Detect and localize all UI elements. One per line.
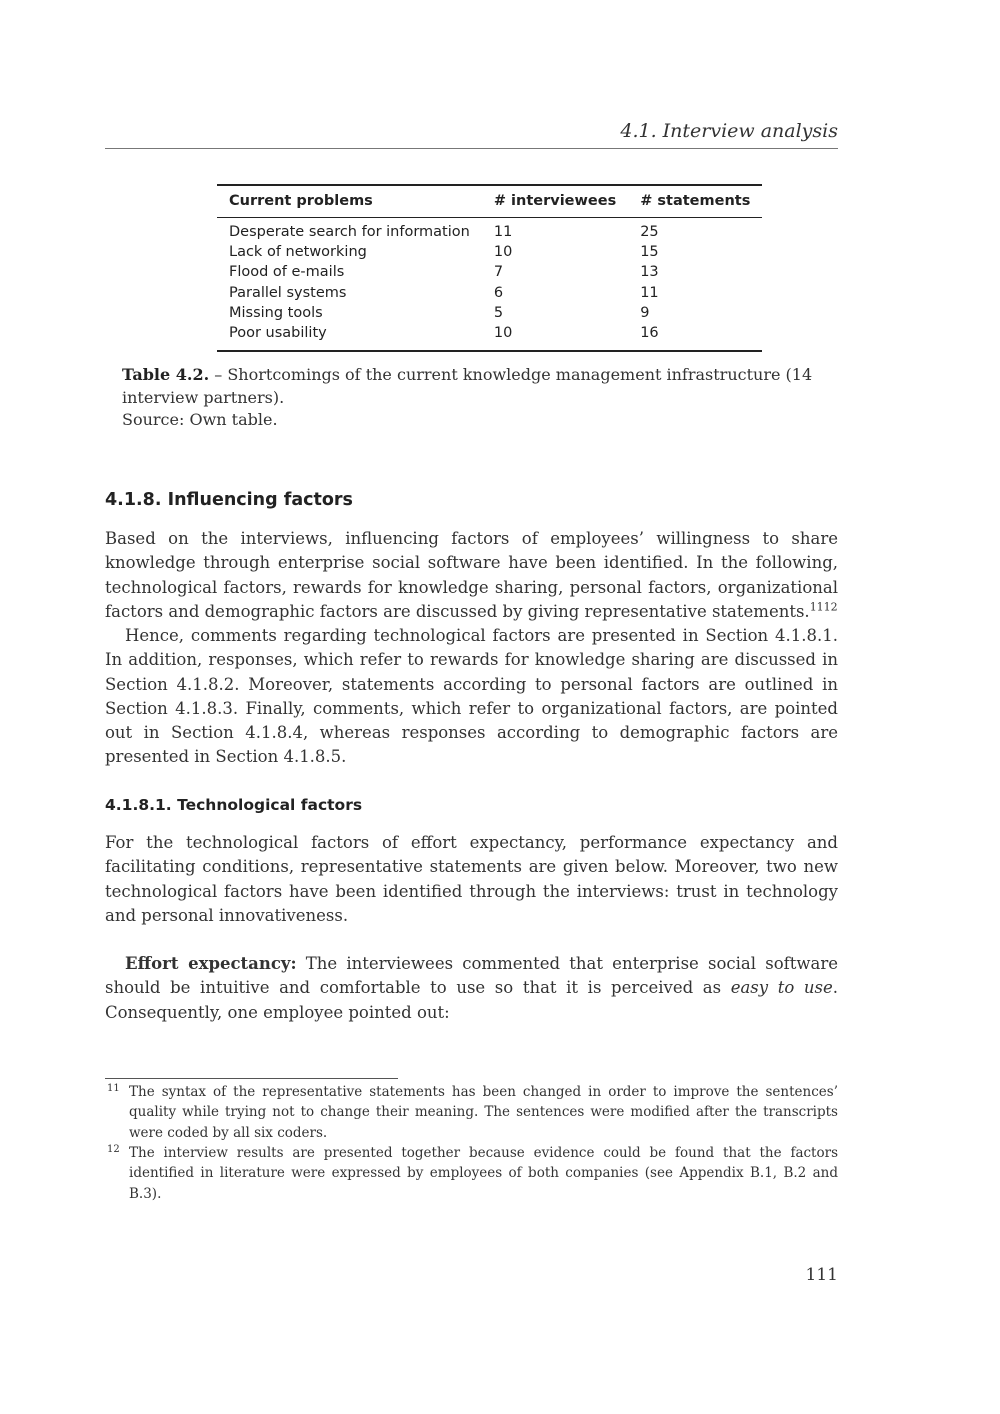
table-row — [217, 303, 762, 323]
table-row — [217, 283, 762, 303]
table-cell: 11 — [493, 224, 513, 240]
table-cell: 7 — [493, 264, 504, 281]
table-cell: Lack of networking — [229, 244, 367, 261]
footnote-text: The interview results are presented together because evidence could be found that the factors identified in literature were expressed by employees of both companies (see Appendix B.1, B.2 and B.3). — [129, 1145, 838, 1202]
footnote-mark: 12 — [107, 1144, 120, 1155]
table-cell: 15 — [640, 244, 659, 261]
paragraph-text: . Consequently, one employee pointed out: — [105, 978, 838, 1022]
column-header: Current problems — [217, 185, 482, 218]
section-heading: 4.1.8. Influencing factors — [105, 490, 353, 510]
footnote — [105, 1082, 838, 1143]
emphasis-text: easy to use — [730, 978, 833, 998]
subsection-heading: 4.1.8.1. Technological factors — [105, 796, 363, 814]
running-head: 4.1. Interview analysis — [620, 120, 838, 142]
table-header-row — [217, 185, 762, 218]
body-paragraph — [105, 527, 838, 624]
body-paragraph: Hence, comments regarding technological factors are presented in Section 4.1.8.1. In addition, responses, which refer to rewards for knowledge sharing are discussed in Section 4.1.8.2. Moreover, statements according to personal factors are outlined in Section 4.1.8.3. Finally, comments, which refer to organizational factors, are pointed out in Section 4.1.8.4, whereas responses according to demographic factors are presented in Section 4.1.8.5. — [105, 626, 838, 767]
table-cell: Desperate search for information — [229, 224, 470, 240]
table-cell: 6 — [493, 284, 504, 301]
table-cell: Flood of e-mails — [229, 264, 345, 281]
paragraph-text: The interviewees commented that enterprise social software should be intuitive and comfortable to use so that it is perceived as — [105, 954, 838, 998]
body-paragraph — [105, 952, 838, 1025]
paragraph-lead: Effort expectancy: — [125, 954, 297, 973]
table-row — [217, 323, 762, 351]
caption-source: Source: Own table. — [122, 410, 278, 429]
footnote-text: The syntax of the representative statements has been changed in order to improve the sentences’ quality while trying not to change their meaning. The sentences were modified after the transcripts were coded by all six coders. — [129, 1084, 838, 1141]
table-cell: 5 — [493, 304, 504, 321]
header-rule — [105, 148, 838, 149]
footnote — [105, 1143, 838, 1204]
table-cell: Parallel systems — [229, 284, 347, 301]
table-cell: 16 — [628, 323, 762, 351]
caption-label: Table 4.2. — [122, 365, 210, 384]
footnote-mark: 11 — [107, 1083, 120, 1094]
table-cell: 11 — [640, 284, 659, 301]
body-paragraph: For the technological factors of effort expectancy, performance expectancy and facilitating conditions, representative statements are given below. Moreover, two new technological factors have been identified through the interviews: trust in technology and personal innovativeness. — [105, 833, 838, 925]
table-cell: 9 — [640, 304, 650, 321]
table-row — [217, 243, 762, 263]
table-row — [217, 218, 762, 243]
footnote-rule — [105, 1078, 398, 1079]
caption-text: – Shortcomings of the current knowledge management infrastructure (14 interview partners). — [122, 365, 813, 407]
table-caption — [122, 364, 838, 432]
paragraph-text: Based on the interviews, influencing factors of employees’ willingness to share knowledge through enterprise social software have been identified. In the following, technological factors, rewards for knowledge sharing, personal factors, organizational factors and demographic factors are discussed by giving representative statements. — [105, 529, 838, 621]
table-cell: 13 — [640, 264, 659, 281]
problems-table — [217, 184, 751, 352]
table-cell: Missing tools — [229, 304, 323, 321]
table-cell: 10 — [493, 244, 513, 261]
table-row — [217, 263, 762, 283]
column-header: # statements — [628, 185, 762, 218]
table-cell: 25 — [640, 224, 659, 240]
page-number: 111 — [805, 1265, 838, 1285]
table-cell: Poor usability — [217, 323, 482, 351]
footnote-refs: 1112 — [809, 600, 838, 614]
table-cell: 10 — [482, 323, 628, 351]
column-header: # interviewees — [482, 185, 628, 218]
